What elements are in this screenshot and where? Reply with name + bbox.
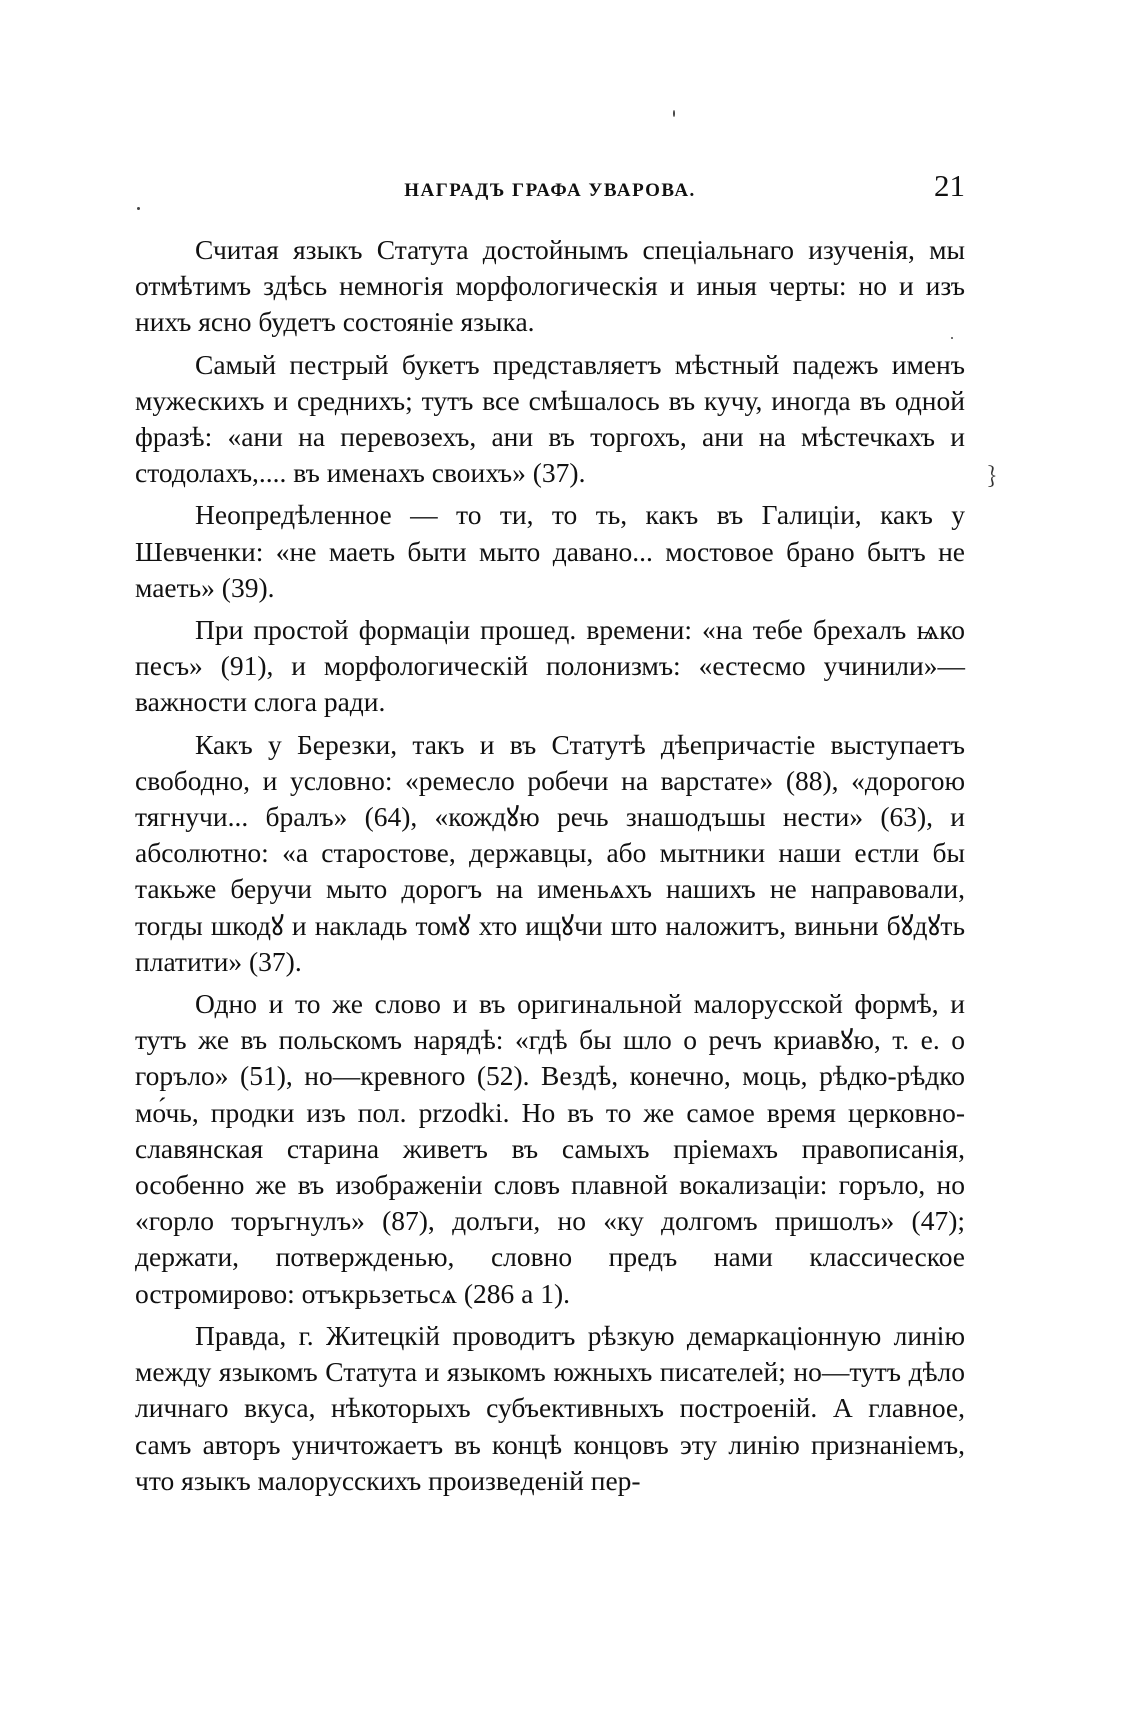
paragraph-1: Считая языкъ Статута достойнымъ спеціальнаго изученія, мы отмѣтимъ здѣсь немногія морфологическія и иныя черты: но и изъ нихъ ясно будетъ состояніе языка. bbox=[135, 234, 965, 338]
page-number: 21 bbox=[934, 168, 965, 203]
paragraph-2: Самый пестрый букетъ представляетъ мѣстный падежъ именъ мужескихъ и среднихъ; тутъ все смѣшалось въ кучу, иногда въ одной фразѣ: «ани на перевозехъ, ани въ торгохъ, ани на мѣстечкахъ и стодолахъ,.... въ именахъ своихъ» (37). bbox=[135, 348, 965, 489]
paragraph-6: Одно и то же слово и въ оригинальной малорусской формѣ, и тутъ же въ польскомъ нарядѣ: «гдѣ бы шло о речъ криавꙋю, т. е. о горъло» (51), но—кревного (52). Вездѣ, конечно, моць, рѣдко-рѣдко мо́чь, продки изъ пол. przodki. Но въ то же самое время церковно-славянская старина живетъ въ самыхъ пріемахъ правописанія, особенно же въ изображеніи словъ плавной вокализаціи: горъло, но «горло торъгнулъ» (87), долъги, но «ку долгомъ пришолъ» (47); держати, потвержденью, словно предъ нами классическое остромирово: отъкрьзетьсѧ (286 а 1). bbox=[135, 988, 965, 1309]
paragraph-5: Какъ у Березки, такъ и въ Статутѣ дѣепричастіе выступаетъ свободно, и условно: «ремесло робечи на варстате» (88), «дорогою тягнучи... бралъ» (64), «кождꙋю речь знашодъшы нести» (63), и абсолютно: «а старостове, державцы, або мытники наши естли бы такьже беручи мыто дорогъ на именьѧхъ нашихъ не направовали, тогды шкодꙋ и накладь томꙋ хто ищꙋчи што наложитъ, виньни бꙋдꙋть платити» (37). bbox=[135, 728, 965, 977]
paragraph-4: При простой формаціи прошед. времени: «на тебе брехалъ ѩко песъ» (91), и морфологическій полонизмъ: «естесмо учинили»— важности слога ради. bbox=[135, 614, 965, 718]
running-title: НАГРАДЪ ГРАФА УВАРОВА. bbox=[404, 180, 696, 201]
margin-brace-mark: ﹜ bbox=[975, 454, 1009, 494]
running-head bbox=[135, 168, 965, 208]
body-text bbox=[135, 232, 965, 1505]
paragraph-3: Неопредѣленное — то ти, то ть, какъ въ Галиціи, какъ у Шевченки: «не маеть быти мыто давано... мостовое брано бытъ не маеть» (39). bbox=[135, 499, 965, 603]
page-speck bbox=[951, 337, 953, 339]
paragraph-7: Правда, г. Житецкій проводитъ рѣзкую демаркаціонную линію между языкомъ Статута и языкомъ южныхъ писателей; но—тутъ дѣло личнаго вкуса, нѣкоторыхъ субъективныхъ построеній. А главное, самъ авторъ уничтожаетъ въ концѣ концовъ эту линію признаніемъ, что языкъ малорусскихъ произведеній пер- bbox=[135, 1319, 965, 1496]
page-speck bbox=[673, 110, 675, 117]
page-speck bbox=[137, 207, 140, 210]
